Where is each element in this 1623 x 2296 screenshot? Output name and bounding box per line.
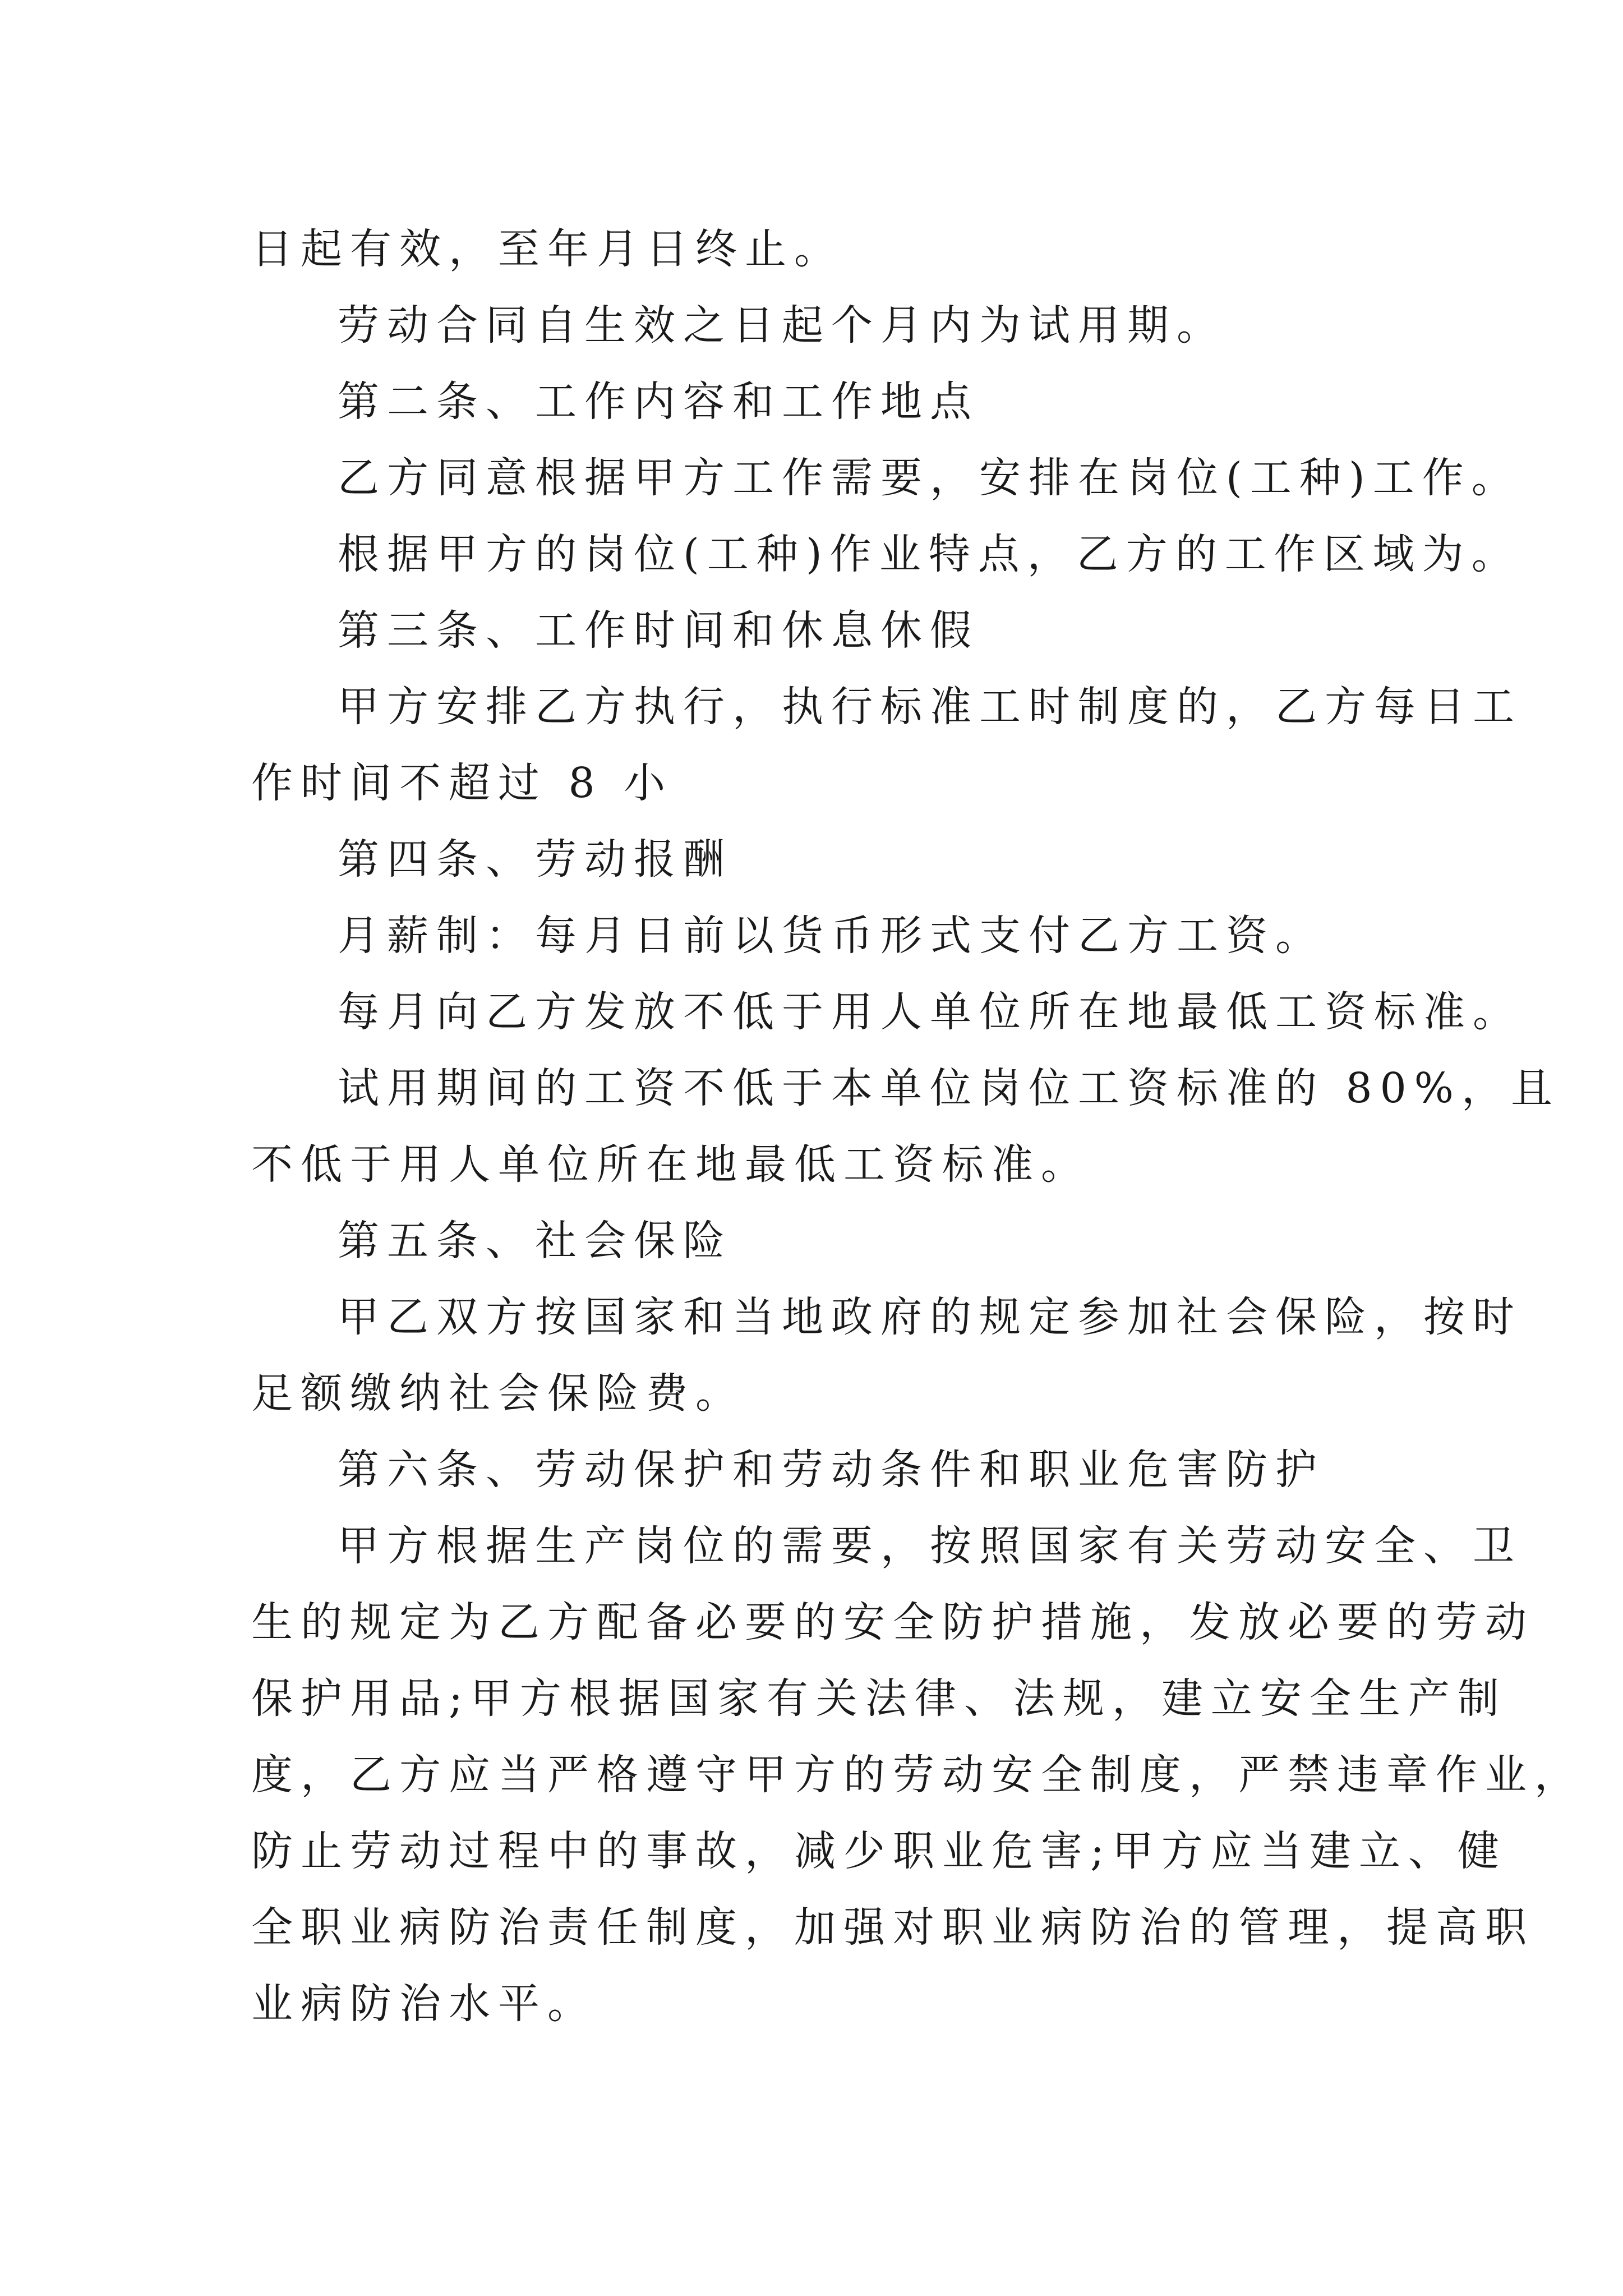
text-line-labor-protection-4: 度，乙方应当严格遵守甲方的劳动安全制度，严禁违章作业， xyxy=(251,1751,1584,1799)
article-3-heading: 第三条、工作时间和休息休假 xyxy=(338,606,979,655)
article-5-heading: 第五条、社会保险 xyxy=(338,1217,732,1265)
text-line-probation-wage: 试用期间的工资不低于本单位岗位工资标准的 80%，且 xyxy=(338,1064,1560,1112)
text-line-social-insurance: 甲乙双方按国家和当地政府的规定参加社会保险，按时 xyxy=(338,1293,1522,1341)
text-line-labor-protection-7: 业病防治水平。 xyxy=(251,1980,597,2028)
text-line-labor-protection-5: 防止劳动过程中的事故，减少职业危害;甲方应当建立、健 xyxy=(251,1827,1507,1875)
text-line-labor-protection-1: 甲方根据生产岗位的需要，按照国家有关劳动安全、卫 xyxy=(338,1522,1522,1570)
text-line-work-hours: 甲方安排乙方执行，执行标准工时制度的，乙方每日工 xyxy=(338,683,1522,731)
text-line-probation-wage-cont: 不低于用人单位所在地最低工资标准。 xyxy=(251,1140,1090,1189)
text-line-labor-protection-6: 全职业病防治责任制度，加强对职业病防治的管理，提高职 xyxy=(251,1903,1534,1952)
text-line-minimum-wage: 每月向乙方发放不低于用人单位所在地最低工资标准。 xyxy=(338,988,1522,1036)
text-line-job-position: 乙方同意根据甲方工作需要，安排在岗位(工种)工作。 xyxy=(338,454,1521,502)
article-4-heading: 第四条、劳动报酬 xyxy=(338,835,732,884)
text-line-continuation: 日起有效，至年月日终止。 xyxy=(251,225,843,273)
document-body xyxy=(251,211,1584,2042)
text-line-monthly-salary: 月薪制：每月日前以货币形式支付乙方工资。 xyxy=(338,912,1325,960)
text-line-labor-protection-3: 保护用品;甲方根据国家有关法律、法规，建立安全生产制 xyxy=(251,1674,1507,1723)
text-line-work-hours-cont: 作时间不超过 8 小 xyxy=(251,759,674,807)
text-line-work-area: 根据甲方的岗位(工种)作业特点，乙方的工作区域为。 xyxy=(338,530,1521,578)
article-6-heading: 第六条、劳动保护和劳动条件和职业危害防护 xyxy=(338,1446,1325,1494)
text-line-labor-protection-2: 生的规定为乙方配备必要的安全防护措施，发放必要的劳动 xyxy=(251,1598,1534,1646)
text-line-probation: 劳动合同自生效之日起个月内为试用期。 xyxy=(338,301,1226,349)
text-line-social-insurance-cont: 足额缴纳社会保险费。 xyxy=(251,1369,745,1418)
article-2-heading: 第二条、工作内容和工作地点 xyxy=(338,378,979,426)
